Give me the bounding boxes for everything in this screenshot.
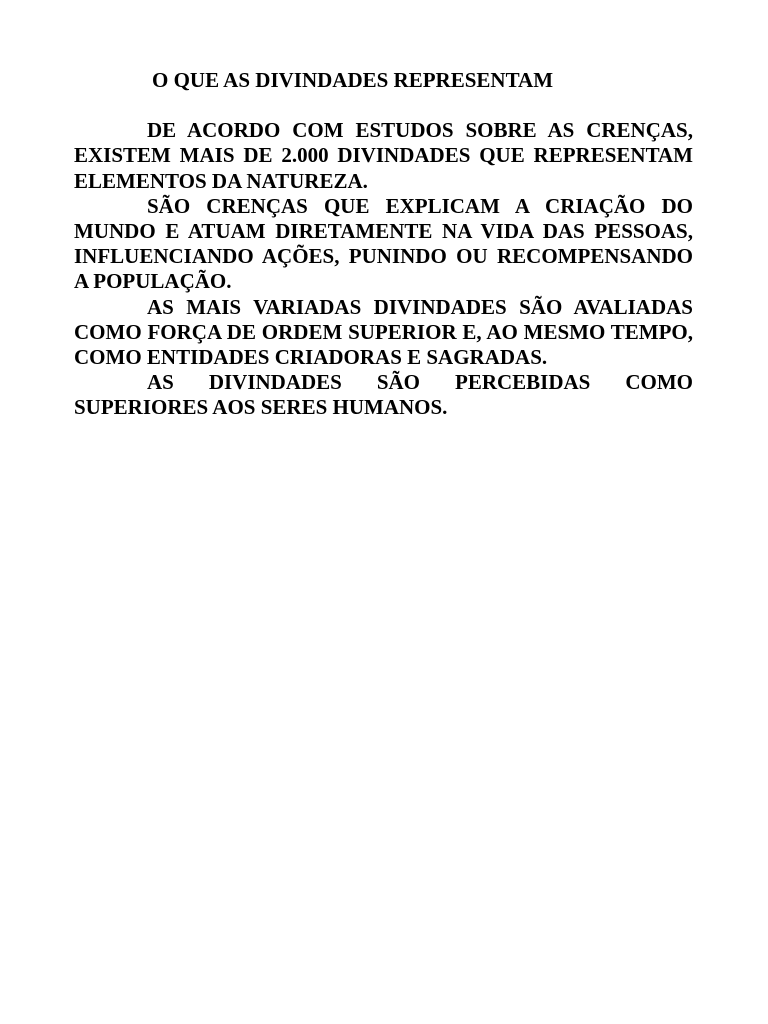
paragraph-4: AS DIVINDADES SÃO PERCEBIDAS COMO SUPERIORES AOS SERES HUMANOS. <box>74 370 693 420</box>
document-title: O QUE AS DIVINDADES REPRESENTAM <box>152 68 554 92</box>
document-body <box>74 68 693 421</box>
paragraph-1: DE ACORDO COM ESTUDOS SOBRE AS CRENÇAS, EXISTEM MAIS DE 2.000 DIVINDADES QUE REPRESENTAM ELEMENTOS DA NATUREZA. <box>74 118 693 193</box>
paragraph-2: SÃO CRENÇAS QUE EXPLICAM A CRIAÇÃO DO MUNDO E ATUAM DIRETAMENTE NA VIDA DAS PESSOAS, INFLUENCIANDO AÇÕES, PUNINDO OU RECOMPENSANDO A POPULAÇÃO. <box>74 193 693 294</box>
paragraph-3: AS MAIS VARIADAS DIVINDADES SÃO AVALIADAS COMO FORÇA DE ORDEM SUPERIOR E, AO MESMO TEMPO, COMO ENTIDADES CRIADORAS E SAGRADAS. <box>74 294 693 370</box>
